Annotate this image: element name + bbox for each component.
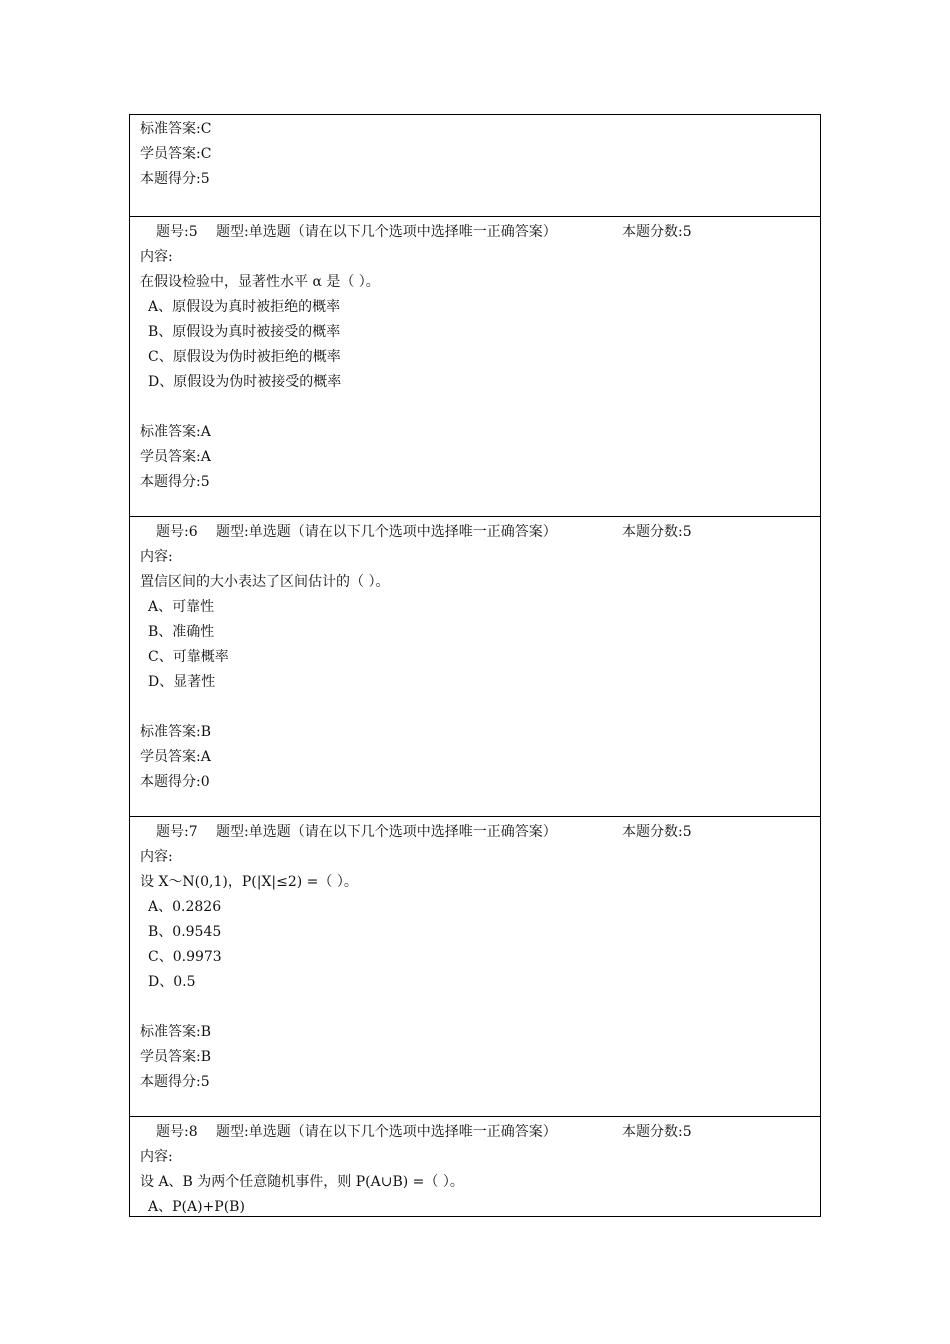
content-label: 内容: <box>140 849 173 865</box>
question-header: 题号:8 题型:单选题（请在以下几个选项中选择唯一正确答案） 本题分数:5 <box>156 1124 692 1140</box>
score-row: 本题得分:5 <box>140 1074 210 1090</box>
option-b: B、准确性 <box>148 624 215 640</box>
option-a: A、0.2826 <box>148 899 222 915</box>
student-answer-row: 学员答案:A <box>140 749 211 765</box>
option-c: C、可靠概率 <box>148 649 229 665</box>
score-row: 本题得分:5 <box>140 474 210 490</box>
content-label: 内容: <box>140 549 173 565</box>
option-a: A、可靠性 <box>148 599 215 615</box>
question-stem: 置信区间的大小表达了区间估计的（ ）。 <box>140 574 390 590</box>
option-a: A、原假设为真时被拒绝的概率 <box>148 299 341 315</box>
question-block-7 <box>130 817 820 1117</box>
question-block-6 <box>130 517 820 817</box>
option-c: C、0.9973 <box>148 949 222 965</box>
option-b: B、0.9545 <box>148 924 222 940</box>
content-label: 内容: <box>140 1149 173 1165</box>
standard-answer-row: 标准答案:B <box>140 1024 212 1040</box>
standard-answer-row: 标准答案:B <box>140 724 212 740</box>
option-d: D、0.5 <box>148 974 196 990</box>
option-c: C、原假设为伪时被拒绝的概率 <box>148 349 341 365</box>
question-stem: 在假设检验中，显著性水平 α 是（ ）。 <box>140 274 380 290</box>
option-d: D、原假设为伪时被接受的概率 <box>148 374 342 390</box>
score-row: 本题得分:5 <box>140 171 210 187</box>
student-answer-row: 学员答案:C <box>140 146 212 162</box>
question-stem: 设 A、B 为两个任意随机事件，则 P(A∪B) =（ ）。 <box>140 1174 464 1190</box>
option-d: D、显著性 <box>148 674 216 690</box>
question-header: 题号:7 题型:单选题（请在以下几个选项中选择唯一正确答案） 本题分数:5 <box>156 824 692 840</box>
student-answer-row: 学员答案:B <box>140 1049 212 1065</box>
question-stem: 设 X～N(0,1)，P(|X|≤2) =（ ）。 <box>140 874 358 890</box>
score-row: 本题得分:0 <box>140 774 210 790</box>
content-label: 内容: <box>140 249 173 265</box>
question-header: 题号:6 题型:单选题（请在以下几个选项中选择唯一正确答案） 本题分数:5 <box>156 524 692 540</box>
question-header: 题号:5 题型:单选题（请在以下几个选项中选择唯一正确答案） 本题分数:5 <box>156 224 692 240</box>
option-b: B、原假设为真时被接受的概率 <box>148 324 341 340</box>
question-block-8 <box>130 1117 820 1217</box>
student-answer-row: 学员答案:A <box>140 449 211 465</box>
option-a: A、P(A)+P(B) <box>148 1199 245 1215</box>
question-block-5 <box>130 217 820 517</box>
standard-answer-row: 标准答案:A <box>140 424 211 440</box>
question-block-prev <box>130 115 820 217</box>
standard-answer-row: 标准答案:C <box>140 121 212 137</box>
answer-sheet <box>129 114 821 1217</box>
